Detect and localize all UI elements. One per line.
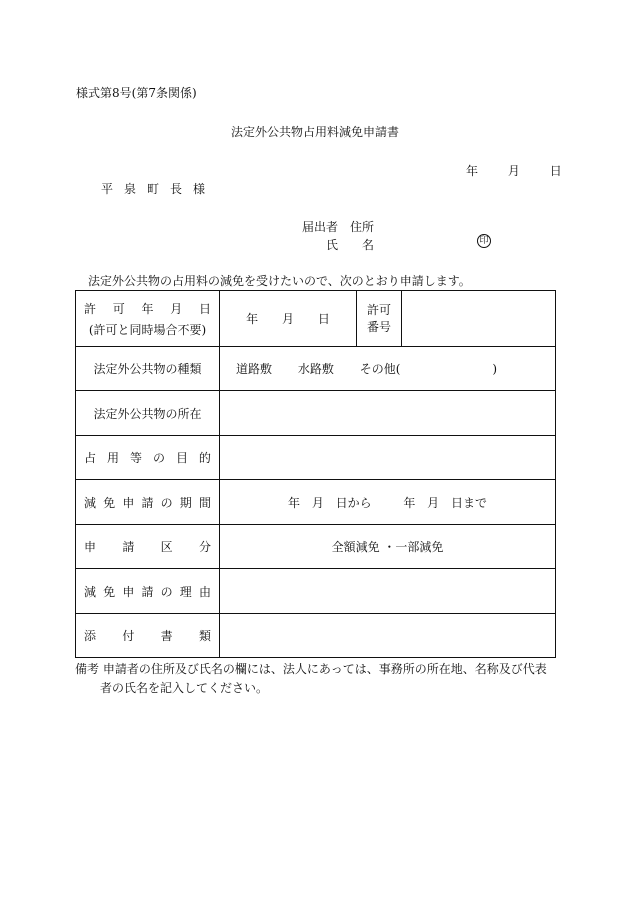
filer-label: 届出者 xyxy=(302,220,339,234)
permit-date-label xyxy=(76,291,220,347)
address-label: 住所 xyxy=(350,220,375,234)
label-char: 日 xyxy=(198,301,211,316)
label-char: の xyxy=(160,584,173,599)
label-char: 区 xyxy=(160,540,173,554)
seal-mark: 印 xyxy=(477,234,491,248)
label-char: 付 xyxy=(122,629,135,643)
year-label: 年 xyxy=(246,312,259,326)
permit-date-field[interactable] xyxy=(220,291,357,347)
purpose-label xyxy=(76,436,220,480)
location-label: 法定外公共物の所在 xyxy=(76,391,220,436)
period-month-2: 月 xyxy=(427,495,440,510)
name-label-1: 氏 xyxy=(326,238,339,252)
attachments-field[interactable] xyxy=(220,614,556,658)
label-char: 期 xyxy=(179,495,192,510)
option-water[interactable]: 水路敷 xyxy=(297,362,334,376)
filer-address-line xyxy=(302,218,374,235)
label-char: 的 xyxy=(198,451,211,465)
category-options[interactable]: 全額減免 ・一部減免 xyxy=(220,525,556,569)
period-field[interactable] xyxy=(220,480,556,525)
date-year-label: 年 xyxy=(466,164,479,178)
row-type xyxy=(76,347,556,391)
option-road[interactable]: 道路敷 xyxy=(236,362,273,376)
option-other[interactable]: その他( xyxy=(359,362,401,376)
period-year-1: 年 xyxy=(287,495,300,510)
option-other-close: ) xyxy=(492,362,498,376)
application-table xyxy=(75,290,556,658)
label-char: 添 xyxy=(84,629,97,643)
application-date xyxy=(466,162,562,179)
label-char: の xyxy=(160,495,173,510)
row-category xyxy=(76,525,556,569)
month-label: 月 xyxy=(281,312,294,326)
type-options[interactable] xyxy=(220,347,556,391)
label-char: 請 xyxy=(122,540,135,554)
attachments-label xyxy=(76,614,220,658)
label-char: 申 xyxy=(122,495,135,510)
label-char: 占 xyxy=(84,451,97,465)
period-year-2: 年 xyxy=(403,495,416,510)
row-purpose xyxy=(76,436,556,480)
filer-name-line xyxy=(302,236,374,253)
label-char: 由 xyxy=(198,584,211,599)
label-char: 免 xyxy=(103,495,116,510)
location-field[interactable] xyxy=(220,391,556,436)
permit-date-note: (許可と同時場合不要) xyxy=(88,322,207,337)
label-char: 申 xyxy=(122,584,135,599)
reason-label xyxy=(76,569,220,614)
addressee: 平泉町長様 xyxy=(101,182,217,196)
period-from: 日から xyxy=(335,495,372,510)
period-label xyxy=(76,480,220,525)
label-char: 書 xyxy=(160,629,173,643)
category-label xyxy=(76,525,220,569)
label-char: 類 xyxy=(198,629,211,643)
document-title: 法定外公共物占用料減免申請書 xyxy=(230,125,399,139)
permit-number-label-1: 許可 xyxy=(366,302,391,317)
permit-number-label xyxy=(357,291,402,347)
label-char: 用 xyxy=(106,451,119,465)
purpose-field[interactable] xyxy=(220,436,556,480)
label-char: 分 xyxy=(198,540,211,554)
type-label: 法定外公共物の種類 xyxy=(76,347,220,391)
remarks xyxy=(75,660,547,698)
label-char: 減 xyxy=(84,495,97,510)
row-location xyxy=(76,391,556,436)
reason-field[interactable] xyxy=(220,569,556,614)
label-char: 減 xyxy=(84,584,97,599)
label-char: 許 xyxy=(84,301,97,316)
form-number: 様式第8号(第7条関係) xyxy=(76,86,197,100)
label-char: 年 xyxy=(141,301,154,316)
row-reason xyxy=(76,569,556,614)
date-month-label: 月 xyxy=(507,164,520,178)
label-char: 理 xyxy=(179,584,192,599)
label-char: 等 xyxy=(129,451,142,465)
name-label-2: 名 xyxy=(362,238,375,252)
day-label: 日 xyxy=(317,312,330,326)
intro-text: 法定外公共物の占用料の減免を受けたいので、次のとおり申請します。 xyxy=(88,274,471,288)
date-day-label: 日 xyxy=(549,164,562,178)
label-char: 免 xyxy=(103,584,116,599)
row-attachments xyxy=(76,614,556,658)
row-period xyxy=(76,480,556,525)
label-char: 可 xyxy=(112,301,125,316)
label-char: 請 xyxy=(141,495,154,510)
remarks-line-2: 者の氏名を記入してください。 xyxy=(100,681,269,695)
period-to: 日まで xyxy=(451,495,488,510)
label-char: 請 xyxy=(141,584,154,599)
row-permit-date xyxy=(76,291,556,347)
period-month-1: 月 xyxy=(311,495,324,510)
permit-number-field[interactable] xyxy=(402,291,556,347)
label-char: 間 xyxy=(198,495,211,510)
permit-number-label-2: 番号 xyxy=(366,319,391,334)
label-char: の xyxy=(152,451,165,465)
remarks-line-1: 備考 申請者の住所及び氏名の欄には、法人にあっては、事務所の所在地、名称及び代表 xyxy=(75,662,547,676)
label-char: 月 xyxy=(170,301,183,316)
label-char: 申 xyxy=(84,540,97,554)
label-char: 目 xyxy=(175,451,188,465)
